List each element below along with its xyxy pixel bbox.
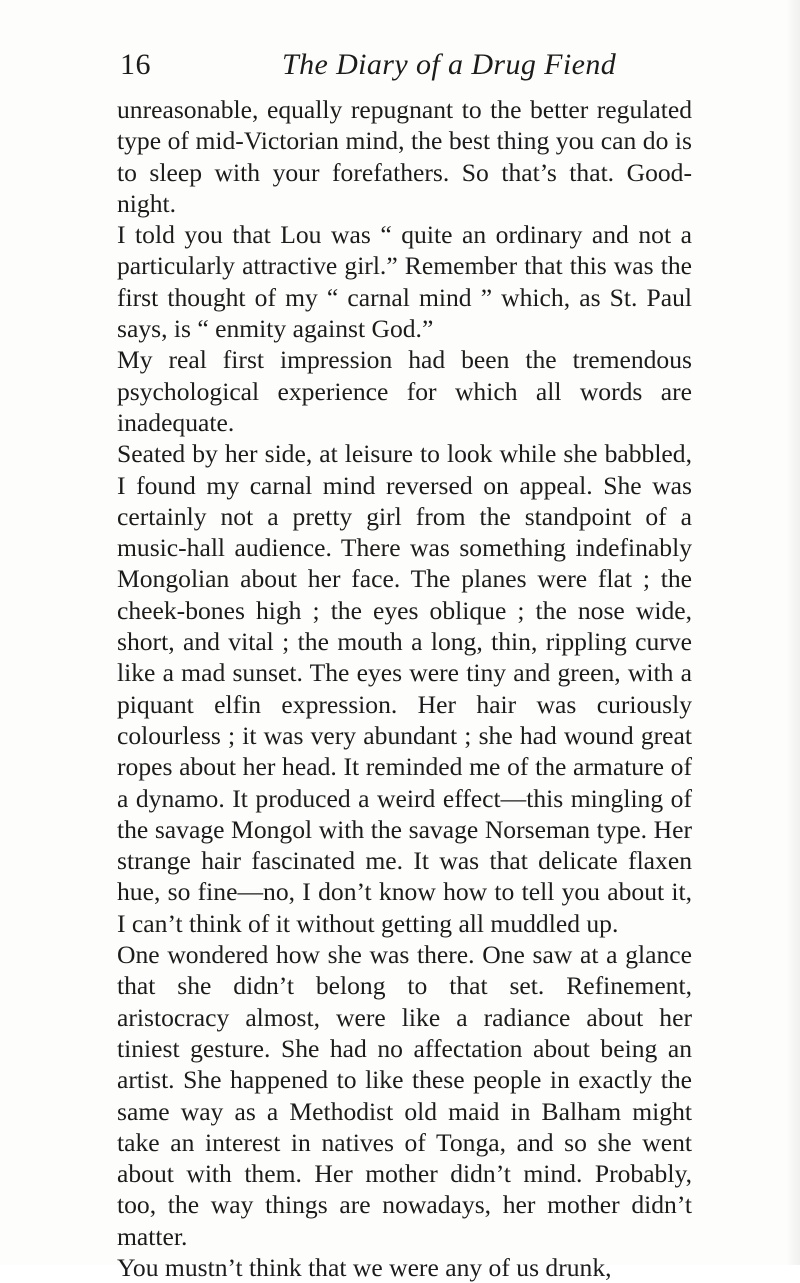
paragraph: You mustn’t think that we were any of us drunk, [117, 1252, 612, 1282]
body-text [117, 94, 692, 1283]
page-edge-shadow [786, 0, 800, 1265]
paragraph: Seated by her side, at leisure to look while she babbled, I found my carnal mind reversed on appeal. She was certainly not a pretty girl from the standpoint of a music-hall audience. There was something indefinably Mongolian about her face. The planes were flat ; the cheek-bones high ; the eyes oblique ; the nose wide, short, and vital ; the mouth a long, thin, rippling curve like a mad sunset. The eyes were tiny and green, with a piquant elfin expression. Her hair was curiously colourless ; it was very abundant ; she had wound great ropes about her head. It reminded me of the armature of a dynamo. It produced a weird effect—this mingling of the savage Mongol with the savage Norseman type. Her strange hair fascinated me. It was that delicate flaxen hue, so fine—no, I don’t know how to tell you about it, I can’t think of it without getting all muddled up. [117, 439, 692, 938]
paragraph: My real first impression had been the tremendous psychological experience for which all words are inadequate. [117, 345, 692, 437]
paragraph: I told you that Lou was “ quite an ordinary and not a particularly attractive girl.” Remember that this was the first thought of my “ carnal mind ” which, as St. Paul says, is “ enmity against God.” [117, 220, 692, 344]
page-number: 16 [120, 48, 151, 81]
paragraph: One wondered how she was there. One saw at a glance that she didn’t belong to that set. Refinement, aristocracy almost, were like a radiance about her tiniest gesture. She had no affectation about being an artist. She happened to like these people in exactly the same way as a Methodist old maid in Balham might take an interest in natives of Tonga, and so she went about with them. Her mother didn’t mind. Probably, too, the way things are nowadays, her mother didn’t matter. [117, 940, 692, 1251]
running-header [0, 48, 800, 92]
paragraph: unreasonable, equally repugnant to the better regulated type of mid-Victorian mind, the best thing you can do is to sleep with your forefathers. So that’s that. Good-night. [117, 95, 692, 218]
running-title: The Diary of a Drug Fiend [282, 48, 617, 81]
